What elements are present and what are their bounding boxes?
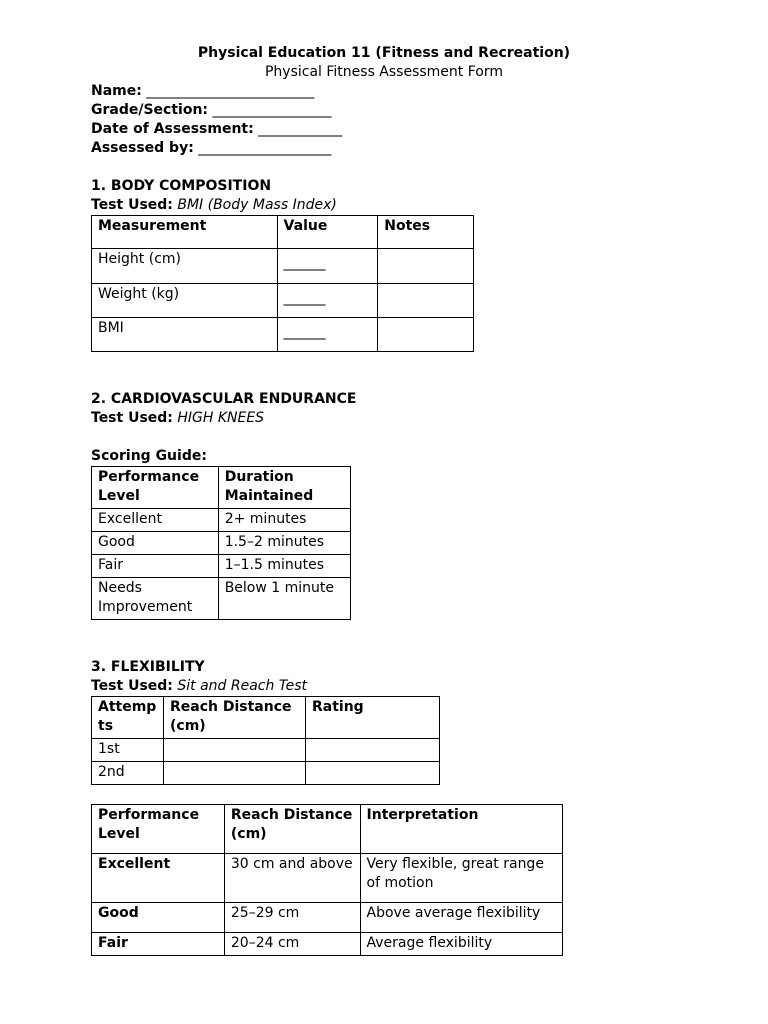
table-cell: Fair — [92, 555, 219, 578]
table-cell: Weight (kg) — [92, 284, 278, 318]
test-name: HIGH KNEES — [172, 410, 265, 426]
column-header: Notes — [378, 216, 474, 249]
table-cell: Good — [92, 532, 219, 555]
column-header: Interpretation — [360, 805, 562, 854]
assessed-by-field[interactable] — [91, 139, 691, 158]
column-header: Value — [277, 216, 378, 249]
test-label: Test Used: — [91, 678, 173, 694]
column-header: Duration Maintained — [218, 467, 350, 509]
table-cell: 30 cm and above — [224, 854, 360, 903]
assessment-form — [91, 44, 691, 956]
table-cell: BMI — [92, 318, 278, 352]
column-header: Performance Level — [92, 467, 219, 509]
table-row — [92, 532, 351, 555]
test-label: Test Used: — [91, 197, 173, 213]
table-cell: 1–1.5 minutes — [218, 555, 350, 578]
column-header: Measurement — [92, 216, 278, 249]
table-row — [92, 284, 474, 318]
table-cell[interactable]: ______ — [277, 249, 378, 284]
info-fields — [91, 82, 691, 158]
field-label: Date of Assessment: — [91, 121, 254, 137]
table-row — [92, 318, 474, 352]
table-cell[interactable]: ______ — [277, 318, 378, 352]
cardio-scoring-table — [91, 466, 351, 620]
table-cell: Very flexible, great range of motion — [360, 854, 562, 903]
table-cell[interactable] — [378, 318, 474, 352]
table-cell: 2nd — [92, 762, 164, 785]
table-cell: Average flexibility — [360, 933, 562, 956]
table-row — [92, 555, 351, 578]
table-cell: 25–29 cm — [224, 903, 360, 933]
flexibility-performance-table — [91, 804, 563, 956]
test-name: BMI (Body Mass Index) — [172, 197, 337, 213]
body-composition-table — [91, 215, 474, 352]
table-cell[interactable] — [378, 284, 474, 318]
table-cell[interactable]: ______ — [277, 284, 378, 318]
scoring-guide-label: Scoring Guide: — [91, 448, 207, 464]
column-header: Reach Distance (cm) — [224, 805, 360, 854]
table-cell: Good — [92, 903, 225, 933]
table-cell: 2+ minutes — [218, 509, 350, 532]
field-label: Grade/Section: — [91, 102, 209, 118]
table-cell[interactable] — [164, 762, 306, 785]
table-row — [92, 854, 563, 903]
test-name: Sit and Reach Test — [172, 678, 308, 694]
table-cell: Needs Improvement — [92, 578, 219, 620]
field-blank: ____________ — [253, 121, 343, 137]
table-cell[interactable] — [378, 249, 474, 284]
table-cell: Excellent — [92, 509, 219, 532]
table-row — [92, 739, 440, 762]
table-header-row — [92, 467, 351, 509]
table-row — [92, 933, 563, 956]
table-cell: Excellent — [92, 854, 225, 903]
table-cell: Height (cm) — [92, 249, 278, 284]
table-cell: Above average flexibility — [360, 903, 562, 933]
table-cell: Fair — [92, 933, 225, 956]
section2-heading: 2. CARDIOVASCULAR ENDURANCE — [91, 391, 357, 407]
section3-test — [91, 677, 691, 696]
grade-section-field[interactable] — [91, 101, 691, 120]
table-cell[interactable] — [306, 762, 440, 785]
table-row — [92, 249, 474, 284]
field-blank: _________________ — [208, 102, 332, 118]
section1-test — [91, 196, 691, 215]
table-cell: 1st — [92, 739, 164, 762]
table-cell[interactable] — [164, 739, 306, 762]
section1-heading: 1. BODY COMPOSITION — [91, 178, 272, 194]
table-cell: 1.5–2 minutes — [218, 532, 350, 555]
flexibility-attempts-table — [91, 696, 440, 785]
column-header: Reach Distance (cm) — [164, 697, 306, 739]
field-blank: ________________________ — [141, 83, 315, 99]
table-row — [92, 509, 351, 532]
table-cell[interactable] — [306, 739, 440, 762]
table-cell: 20–24 cm — [224, 933, 360, 956]
table-row — [92, 578, 351, 620]
section3-heading: 3. FLEXIBILITY — [91, 659, 205, 675]
table-row — [92, 762, 440, 785]
table-header-row — [92, 805, 563, 854]
table-row — [92, 903, 563, 933]
name-field[interactable] — [91, 82, 691, 101]
form-title: Physical Education 11 (Fitness and Recreation) — [197, 45, 571, 61]
field-label: Name: — [91, 83, 142, 99]
section2-test — [91, 409, 691, 428]
table-cell: Below 1 minute — [218, 578, 350, 620]
table-header-row — [92, 697, 440, 739]
column-header: Performance Level — [92, 805, 225, 854]
date-field[interactable] — [91, 120, 691, 139]
field-blank: ___________________ — [193, 140, 332, 156]
field-label: Assessed by: — [91, 140, 194, 156]
test-label: Test Used: — [91, 410, 173, 426]
form-subtitle: Physical Fitness Assessment Form — [264, 64, 504, 80]
table-header-row — [92, 216, 474, 249]
column-header: Attempts — [92, 697, 164, 739]
column-header: Rating — [306, 697, 440, 739]
